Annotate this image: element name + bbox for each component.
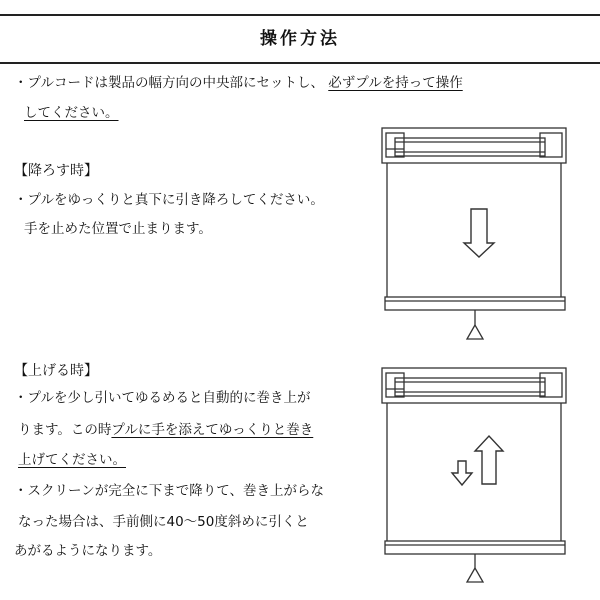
roller-tube [395,138,545,156]
intro-text: ・プルコードは製品の幅方向の中央部にセットし、 [14,75,324,91]
arrow-down-icon [464,209,494,257]
lower-line-1: ・プルをゆっくりと真下に引き降ろしてください。 [14,192,324,208]
raise-line-2 [18,420,313,440]
roller-shade-raising-diagram [375,365,575,590]
title-top-rule [0,14,600,16]
roller-shade-lowering-diagram [375,125,575,345]
raise-emphasis: プルに手を添えてゆっくりと巻き [111,422,314,438]
bottom-bar [385,297,565,310]
bracket-right [540,373,562,397]
arrow-down-icon [452,461,472,485]
intro-emphasis: 必ずプルを持って操作 [328,75,463,91]
intro-line-1 [14,73,463,93]
pull-cord-icon [467,325,483,339]
title-bottom-rule [0,62,600,64]
raise-line-4: ・スクリーンが完全に下まで降りて、巻き上がらな [14,483,324,499]
arrow-up-icon [475,436,503,484]
bottom-bar [385,541,565,554]
bracket-right [540,133,562,157]
lower-heading: 【降ろす時】 [14,163,98,179]
intro-line-2: してください。 [24,105,119,121]
raise-line-1: ・プルを少し引いてゆるめると自動的に巻き上が [14,390,311,406]
pull-cord-icon [467,568,483,582]
raise-line-5: なった場合は、手前側に40～50度斜めに引くと [18,514,309,530]
lower-line-2: 手を止めた位置で止まります。 [24,221,212,237]
headrail [382,368,566,403]
page-title: 操作方法 [260,29,340,49]
roller-tube [395,378,545,396]
raise-heading: 【上げる時】 [14,363,98,379]
raise-text: ります。この時 [18,422,112,438]
raise-line-6: あがるようになります。 [14,543,162,559]
headrail [382,128,566,163]
raise-line-3: 上げてください。 [18,452,126,468]
